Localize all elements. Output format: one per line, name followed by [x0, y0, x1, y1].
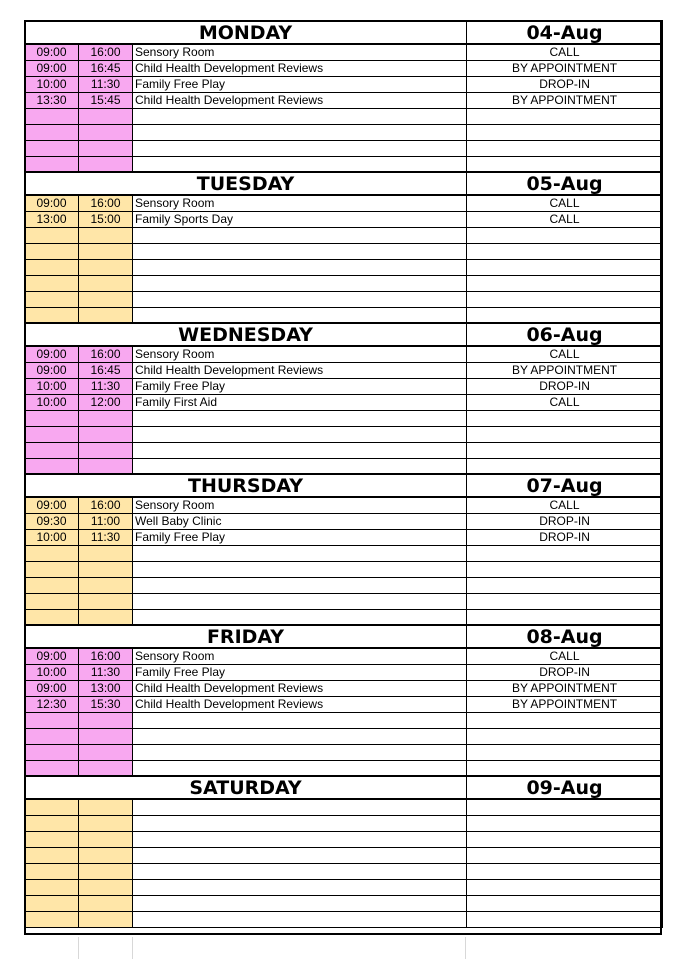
booking-type [467, 895, 663, 911]
activity-name [133, 712, 467, 728]
start-time: 09:00 [25, 497, 79, 513]
column-guide [78, 937, 79, 959]
activity-name [133, 561, 467, 577]
activity-name: Child Health Development Reviews [133, 696, 467, 712]
day-date: 07-Aug [467, 474, 663, 497]
start-time [25, 609, 79, 625]
end-time: 13:00 [79, 680, 133, 696]
schedule-row [25, 847, 663, 863]
activity-name [133, 156, 467, 172]
activity-name [133, 863, 467, 879]
end-time [79, 799, 133, 815]
day-date: 09-Aug [467, 776, 663, 799]
day-name: SATURDAY [25, 776, 467, 799]
schedule-row [25, 545, 663, 561]
day-date: 04-Aug [467, 21, 663, 44]
day-header [25, 625, 663, 648]
start-time [25, 911, 79, 927]
booking-type [467, 760, 663, 776]
booking-type [467, 815, 663, 831]
end-time [79, 291, 133, 307]
end-time: 11:30 [79, 76, 133, 92]
end-time [79, 815, 133, 831]
booking-type [467, 156, 663, 172]
schedule-row [25, 593, 663, 609]
day-name: WEDNESDAY [25, 323, 467, 346]
activity-name [133, 243, 467, 259]
booking-type [467, 847, 663, 863]
start-time [25, 815, 79, 831]
schedule-row [25, 44, 663, 60]
end-time: 16:00 [79, 346, 133, 362]
booking-type: CALL [467, 497, 663, 513]
day-name: TUESDAY [25, 172, 467, 195]
start-time [25, 545, 79, 561]
end-time [79, 895, 133, 911]
schedule-row [25, 275, 663, 291]
schedule-row [25, 243, 663, 259]
start-time [25, 140, 79, 156]
start-time: 10:00 [25, 529, 79, 545]
day-name: THURSDAY [25, 474, 467, 497]
day-name: MONDAY [25, 21, 467, 44]
activity-name [133, 593, 467, 609]
end-time [79, 442, 133, 458]
activity-name: Sensory Room [133, 497, 467, 513]
start-time: 10:00 [25, 378, 79, 394]
booking-type [467, 108, 663, 124]
activity-name: Sensory Room [133, 195, 467, 211]
start-time [25, 799, 79, 815]
booking-type: CALL [467, 394, 663, 410]
start-time [25, 243, 79, 259]
booking-type: BY APPOINTMENT [467, 680, 663, 696]
start-time: 09:00 [25, 44, 79, 60]
booking-type: DROP-IN [467, 378, 663, 394]
activity-name [133, 410, 467, 426]
activity-name [133, 140, 467, 156]
schedule-row [25, 60, 663, 76]
start-time: 09:00 [25, 680, 79, 696]
schedule-row [25, 124, 663, 140]
end-time: 15:00 [79, 211, 133, 227]
start-time [25, 307, 79, 323]
end-time [79, 307, 133, 323]
day-date: 08-Aug [467, 625, 663, 648]
schedule-row [25, 378, 663, 394]
booking-type: CALL [467, 211, 663, 227]
activity-name: Well Baby Clinic [133, 513, 467, 529]
end-time [79, 847, 133, 863]
activity-name: Child Health Development Reviews [133, 680, 467, 696]
end-time: 16:00 [79, 195, 133, 211]
end-time: 16:45 [79, 60, 133, 76]
activity-name: Child Health Development Reviews [133, 60, 467, 76]
booking-type: DROP-IN [467, 529, 663, 545]
start-time [25, 760, 79, 776]
booking-type [467, 410, 663, 426]
column-guide [132, 937, 133, 959]
start-time: 13:00 [25, 211, 79, 227]
start-time [25, 831, 79, 847]
activity-name [133, 831, 467, 847]
activity-name [133, 847, 467, 863]
activity-name: Sensory Room [133, 346, 467, 362]
activity-name [133, 291, 467, 307]
schedule-row [25, 799, 663, 815]
activity-name [133, 911, 467, 927]
schedule-row [25, 362, 663, 378]
schedule-row [25, 410, 663, 426]
schedule-row [25, 76, 663, 92]
activity-name [133, 307, 467, 323]
end-time: 16:00 [79, 497, 133, 513]
activity-name [133, 259, 467, 275]
schedule-row [25, 696, 663, 712]
booking-type [467, 291, 663, 307]
booking-type: DROP-IN [467, 664, 663, 680]
start-time [25, 847, 79, 863]
schedule-row [25, 442, 663, 458]
start-time [25, 744, 79, 760]
end-time: 12:00 [79, 394, 133, 410]
activity-name [133, 458, 467, 474]
end-time: 11:30 [79, 529, 133, 545]
end-time [79, 760, 133, 776]
schedule-row [25, 529, 663, 545]
booking-type [467, 879, 663, 895]
schedule-row [25, 458, 663, 474]
booking-type [467, 442, 663, 458]
schedule-row [25, 307, 663, 323]
end-time [79, 545, 133, 561]
activity-name: Child Health Development Reviews [133, 92, 467, 108]
activity-name: Family Free Play [133, 76, 467, 92]
start-time [25, 108, 79, 124]
booking-type [467, 227, 663, 243]
booking-type: DROP-IN [467, 76, 663, 92]
start-time [25, 895, 79, 911]
end-time [79, 831, 133, 847]
day-header [25, 474, 663, 497]
day-header [25, 172, 663, 195]
column-guide [465, 937, 466, 959]
end-time [79, 458, 133, 474]
schedule-row [25, 426, 663, 442]
activity-name [133, 108, 467, 124]
booking-type [467, 593, 663, 609]
activity-name: Family Free Play [133, 664, 467, 680]
end-time [79, 243, 133, 259]
schedule-row [25, 259, 663, 275]
activity-name [133, 744, 467, 760]
booking-type [467, 744, 663, 760]
booking-type [467, 712, 663, 728]
start-time: 10:00 [25, 394, 79, 410]
activity-name [133, 728, 467, 744]
booking-type: DROP-IN [467, 513, 663, 529]
schedule-row [25, 92, 663, 108]
start-time [25, 863, 79, 879]
activity-name: Family Free Play [133, 378, 467, 394]
activity-name [133, 227, 467, 243]
start-time: 09:00 [25, 195, 79, 211]
schedule-row [25, 744, 663, 760]
start-time: 09:00 [25, 648, 79, 664]
day-name: FRIDAY [25, 625, 467, 648]
activity-name: Family First Aid [133, 394, 467, 410]
activity-name: Family Sports Day [133, 211, 467, 227]
start-time: 12:30 [25, 696, 79, 712]
schedule-row [25, 497, 663, 513]
end-time: 11:30 [79, 664, 133, 680]
booking-type [467, 799, 663, 815]
start-time [25, 561, 79, 577]
end-time [79, 577, 133, 593]
activity-name [133, 815, 467, 831]
booking-type [467, 831, 663, 847]
start-time [25, 410, 79, 426]
end-time: 16:45 [79, 362, 133, 378]
activity-name: Sensory Room [133, 44, 467, 60]
start-time [25, 458, 79, 474]
schedule-row [25, 648, 663, 664]
activity-name [133, 545, 467, 561]
end-time [79, 259, 133, 275]
booking-type [467, 259, 663, 275]
schedule-row [25, 140, 663, 156]
end-time [79, 561, 133, 577]
schedule-row [25, 760, 663, 776]
end-time [79, 728, 133, 744]
end-time [79, 911, 133, 927]
start-time [25, 156, 79, 172]
booking-type [467, 728, 663, 744]
activity-name [133, 879, 467, 895]
schedule-row [25, 815, 663, 831]
start-time [25, 227, 79, 243]
schedule-row [25, 712, 663, 728]
activity-name [133, 275, 467, 291]
start-time [25, 728, 79, 744]
day-header [25, 776, 663, 799]
booking-type [467, 140, 663, 156]
end-time [79, 426, 133, 442]
day-header [25, 323, 663, 346]
schedule-row [25, 895, 663, 911]
start-time [25, 259, 79, 275]
end-time [79, 744, 133, 760]
end-time [79, 609, 133, 625]
booking-type: BY APPOINTMENT [467, 60, 663, 76]
schedule-row [25, 680, 663, 696]
weekly-schedule-sheet [24, 20, 662, 928]
booking-type [467, 458, 663, 474]
schedule-row [25, 863, 663, 879]
schedule-row [25, 879, 663, 895]
booking-type [467, 863, 663, 879]
booking-type [467, 307, 663, 323]
schedule-row [25, 664, 663, 680]
schedule-row [25, 609, 663, 625]
booking-type [467, 275, 663, 291]
booking-type [467, 911, 663, 927]
day-date: 06-Aug [467, 323, 663, 346]
activity-name [133, 609, 467, 625]
booking-type [467, 561, 663, 577]
end-time [79, 593, 133, 609]
booking-type [467, 609, 663, 625]
schedule-row [25, 394, 663, 410]
start-time: 09:00 [25, 362, 79, 378]
activity-name [133, 895, 467, 911]
activity-name: Family Free Play [133, 529, 467, 545]
start-time: 09:30 [25, 513, 79, 529]
start-time [25, 577, 79, 593]
start-time [25, 712, 79, 728]
end-time [79, 879, 133, 895]
booking-type: CALL [467, 44, 663, 60]
schedule-row [25, 831, 663, 847]
end-time: 15:30 [79, 696, 133, 712]
start-time: 13:30 [25, 92, 79, 108]
activity-name [133, 760, 467, 776]
start-time: 10:00 [25, 76, 79, 92]
activity-name [133, 426, 467, 442]
start-time [25, 593, 79, 609]
booking-type [467, 243, 663, 259]
booking-type: BY APPOINTMENT [467, 696, 663, 712]
booking-type: BY APPOINTMENT [467, 92, 663, 108]
schedule-row [25, 227, 663, 243]
booking-type [467, 545, 663, 561]
start-time: 10:00 [25, 664, 79, 680]
end-time: 16:00 [79, 44, 133, 60]
start-time [25, 442, 79, 458]
activity-name: Sensory Room [133, 648, 467, 664]
end-time [79, 140, 133, 156]
end-time: 15:45 [79, 92, 133, 108]
booking-type [467, 426, 663, 442]
end-time: 11:30 [79, 378, 133, 394]
start-time [25, 275, 79, 291]
end-time [79, 712, 133, 728]
schedule-row [25, 156, 663, 172]
day-date: 05-Aug [467, 172, 663, 195]
activity-name [133, 442, 467, 458]
end-time [79, 410, 133, 426]
end-time [79, 275, 133, 291]
booking-type: BY APPOINTMENT [467, 362, 663, 378]
end-time [79, 108, 133, 124]
schedule-row [25, 291, 663, 307]
end-time: 16:00 [79, 648, 133, 664]
end-time [79, 124, 133, 140]
schedule-row [25, 577, 663, 593]
start-time: 09:00 [25, 60, 79, 76]
end-time [79, 156, 133, 172]
end-time: 11:00 [79, 513, 133, 529]
schedule-row [25, 346, 663, 362]
schedule-row [25, 728, 663, 744]
start-time [25, 291, 79, 307]
activity-name [133, 577, 467, 593]
schedule-row [25, 911, 663, 927]
booking-type: CALL [467, 346, 663, 362]
start-time [25, 426, 79, 442]
booking-type [467, 124, 663, 140]
schedule-table [24, 20, 663, 928]
schedule-row [25, 513, 663, 529]
activity-name [133, 799, 467, 815]
end-time [79, 227, 133, 243]
end-time [79, 863, 133, 879]
start-time [25, 879, 79, 895]
schedule-row [25, 108, 663, 124]
start-time [25, 124, 79, 140]
booking-type: CALL [467, 195, 663, 211]
activity-name [133, 124, 467, 140]
schedule-row [25, 195, 663, 211]
start-time: 09:00 [25, 346, 79, 362]
schedule-row [25, 561, 663, 577]
activity-name: Child Health Development Reviews [133, 362, 467, 378]
booking-type: CALL [467, 648, 663, 664]
booking-type [467, 577, 663, 593]
schedule-row [25, 211, 663, 227]
day-header [25, 21, 663, 44]
